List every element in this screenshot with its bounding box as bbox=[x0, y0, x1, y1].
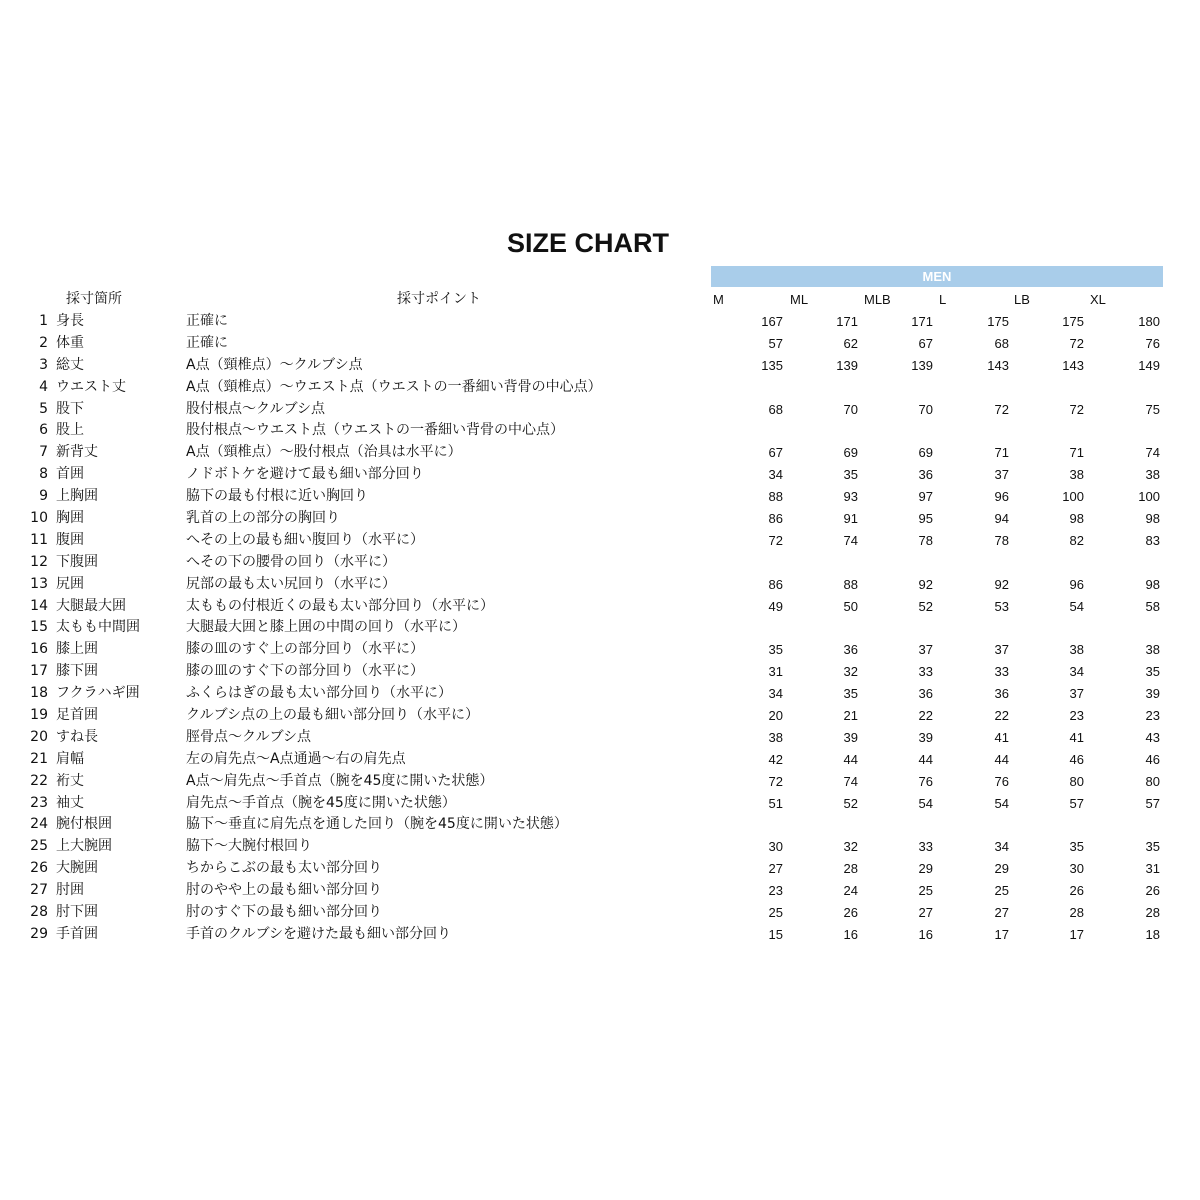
measurement-place: 大腕囲 bbox=[56, 860, 98, 877]
table-row bbox=[0, 771, 1200, 793]
size-value-lb: 17 bbox=[1069, 926, 1084, 942]
table-row bbox=[0, 420, 1200, 442]
size-value-m: 135 bbox=[761, 357, 783, 373]
size-value-m: 88 bbox=[768, 489, 783, 505]
size-value-m: 67 bbox=[768, 445, 783, 461]
size-value-m: 34 bbox=[768, 686, 783, 702]
measurement-point: 手首のクルブシを避けた最も細い部分回り bbox=[186, 925, 452, 942]
measurement-point: 脇下～大腕付根回り bbox=[186, 838, 312, 855]
size-value-l: 41 bbox=[994, 729, 1009, 745]
table-row bbox=[0, 858, 1200, 880]
size-value-mlb: 76 bbox=[918, 773, 933, 789]
row-number: 5 bbox=[39, 400, 48, 417]
size-value-m: 72 bbox=[768, 532, 783, 548]
size-value-m: 51 bbox=[768, 795, 783, 811]
size-value-l: 175 bbox=[987, 314, 1009, 329]
size-value-mlb: 37 bbox=[918, 642, 933, 658]
row-number: 22 bbox=[30, 772, 48, 789]
size-value-lb: 35 bbox=[1069, 839, 1084, 855]
size-value-lb: 72 bbox=[1069, 401, 1084, 417]
size-value-l: 33 bbox=[994, 664, 1009, 680]
size-value-mlb: 44 bbox=[918, 751, 933, 767]
size-value-ml: 32 bbox=[843, 839, 858, 855]
table-row bbox=[0, 442, 1200, 464]
size-value-ml: 39 bbox=[843, 729, 858, 745]
measurement-place: 肘下囲 bbox=[56, 904, 98, 921]
size-value-ml: 74 bbox=[843, 532, 858, 548]
size-value-xl: 74 bbox=[1145, 445, 1160, 461]
page-title: SIZE CHART bbox=[507, 228, 669, 258]
table-row bbox=[0, 902, 1200, 924]
size-value-m: 30 bbox=[768, 839, 783, 855]
row-number: 19 bbox=[30, 707, 48, 724]
size-value-ml: 171 bbox=[836, 314, 858, 329]
size-value-lb: 57 bbox=[1069, 795, 1084, 811]
size-value-l: 71 bbox=[994, 445, 1009, 461]
size-value-l: 54 bbox=[994, 795, 1009, 811]
measurement-place: 手首囲 bbox=[56, 925, 98, 942]
size-value-m: 23 bbox=[768, 883, 783, 899]
size-value-lb: 72 bbox=[1069, 335, 1084, 351]
size-value-xl: 98 bbox=[1145, 576, 1160, 592]
row-number: 25 bbox=[30, 838, 48, 855]
size-value-l: 78 bbox=[994, 532, 1009, 548]
row-number: 8 bbox=[39, 466, 48, 483]
size-value-m: 31 bbox=[768, 664, 783, 680]
measurement-place: 総丈 bbox=[56, 356, 84, 373]
measurement-place: フクラハギ囲 bbox=[56, 685, 140, 702]
row-number: 13 bbox=[30, 575, 48, 592]
table-row bbox=[0, 486, 1200, 508]
size-value-lb: 46 bbox=[1069, 751, 1084, 767]
size-value-mlb: 139 bbox=[911, 357, 933, 373]
size-value-ml: 32 bbox=[843, 664, 858, 680]
measurement-point: 膝の皿のすぐ下の部分回り（水平に） bbox=[186, 663, 424, 680]
measurement-point: 正確に bbox=[186, 334, 228, 351]
size-value-mlb: 29 bbox=[918, 861, 933, 877]
group-header-men: MEN bbox=[711, 266, 1163, 287]
table-row bbox=[0, 793, 1200, 815]
size-value-ml: 24 bbox=[843, 883, 858, 899]
size-value-lb: 54 bbox=[1069, 598, 1084, 614]
size-value-lb: 82 bbox=[1069, 532, 1084, 548]
table-row bbox=[0, 530, 1200, 552]
size-value-xl: 180 bbox=[1138, 314, 1160, 329]
size-value-xl: 23 bbox=[1145, 708, 1160, 724]
size-value-ml: 35 bbox=[843, 686, 858, 702]
measurement-point: 左の肩先点～A点通過～右の肩先点 bbox=[186, 750, 406, 767]
row-number: 3 bbox=[39, 356, 48, 373]
measurement-point: へその上の最も細い腹回り（水平に） bbox=[186, 531, 424, 548]
row-number: 23 bbox=[30, 794, 48, 811]
row-number: 14 bbox=[30, 597, 48, 614]
row-number: 26 bbox=[30, 860, 48, 877]
size-value-xl: 76 bbox=[1145, 335, 1160, 351]
measurement-place: 肩幅 bbox=[56, 750, 84, 767]
measurement-place: 新背丈 bbox=[56, 444, 98, 461]
table-row bbox=[0, 617, 1200, 639]
row-number: 9 bbox=[39, 488, 48, 505]
size-value-l: 68 bbox=[994, 335, 1009, 351]
measurement-point: 尻部の最も太い尻回り（水平に） bbox=[186, 575, 396, 592]
measurement-place: 腹囲 bbox=[56, 531, 84, 548]
size-value-mlb: 22 bbox=[918, 708, 933, 724]
size-value-m: 15 bbox=[768, 926, 783, 942]
table-row bbox=[0, 727, 1200, 749]
size-value-m: 72 bbox=[768, 773, 783, 789]
row-number: 16 bbox=[30, 641, 48, 658]
row-number: 11 bbox=[30, 531, 48, 548]
measurement-place: 膝上囲 bbox=[56, 641, 98, 658]
size-value-l: 37 bbox=[994, 642, 1009, 658]
size-value-mlb: 70 bbox=[918, 401, 933, 417]
measurement-point: A点～肩先点～手首点（腕を45度に開いた状態） bbox=[186, 772, 494, 789]
size-value-mlb: 67 bbox=[918, 335, 933, 351]
table-row bbox=[0, 311, 1200, 333]
table-row bbox=[0, 596, 1200, 618]
size-value-xl: 35 bbox=[1145, 839, 1160, 855]
size-value-mlb: 25 bbox=[918, 883, 933, 899]
measurement-point: 肩先点～手首点（腕を45度に開いた状態） bbox=[186, 794, 456, 811]
size-value-lb: 175 bbox=[1062, 314, 1084, 329]
row-number: 1 bbox=[39, 313, 48, 329]
size-value-mlb: 69 bbox=[918, 445, 933, 461]
measurement-point: クルブシ点の上の最も細い部分回り（水平に） bbox=[186, 707, 480, 724]
table-row bbox=[0, 880, 1200, 902]
size-value-l: 96 bbox=[994, 489, 1009, 505]
size-value-m: 42 bbox=[768, 751, 783, 767]
measurement-point: 肘のすぐ下の最も細い部分回り bbox=[186, 904, 382, 921]
row-number: 29 bbox=[30, 925, 48, 942]
size-value-l: 44 bbox=[994, 751, 1009, 767]
size-value-mlb: 39 bbox=[918, 729, 933, 745]
size-value-mlb: 36 bbox=[918, 467, 933, 483]
measurement-point: A点（頸椎点）～股付根点（治具は水平に） bbox=[186, 444, 462, 461]
size-value-ml: 70 bbox=[843, 401, 858, 417]
measurement-place: 腕付根囲 bbox=[56, 816, 112, 833]
measurement-point: ちからこぶの最も太い部分回り bbox=[186, 860, 382, 877]
size-value-ml: 50 bbox=[843, 598, 858, 614]
row-number: 20 bbox=[30, 728, 48, 745]
table-row bbox=[0, 661, 1200, 683]
size-value-mlb: 78 bbox=[918, 532, 933, 548]
size-value-l: 143 bbox=[987, 357, 1009, 373]
size-value-m: 34 bbox=[768, 467, 783, 483]
measurement-point: 肘のやや上の最も細い部分回り bbox=[186, 882, 382, 899]
measurement-place: 首囲 bbox=[56, 466, 84, 483]
size-value-xl: 38 bbox=[1145, 467, 1160, 483]
size-value-lb: 23 bbox=[1069, 708, 1084, 724]
size-value-lb: 143 bbox=[1062, 357, 1084, 373]
size-value-ml: 26 bbox=[843, 905, 858, 921]
measurement-place: 足首囲 bbox=[56, 707, 98, 724]
table-row bbox=[0, 814, 1200, 836]
measurement-point: 脇下～垂直に肩先点を通した回り（腕を45度に開いた状態） bbox=[186, 816, 568, 833]
table-row bbox=[0, 464, 1200, 486]
size-value-l: 36 bbox=[994, 686, 1009, 702]
table-row bbox=[0, 639, 1200, 661]
size-value-m: 20 bbox=[768, 708, 783, 724]
measurement-place: 尻囲 bbox=[56, 575, 84, 592]
measurement-place: 肘囲 bbox=[56, 882, 84, 899]
size-value-ml: 44 bbox=[843, 751, 858, 767]
size-value-l: 94 bbox=[994, 511, 1009, 527]
size-value-lb: 30 bbox=[1069, 861, 1084, 877]
size-value-ml: 74 bbox=[843, 773, 858, 789]
measurement-place: 上胸囲 bbox=[56, 488, 98, 505]
size-value-l: 22 bbox=[994, 708, 1009, 724]
size-value-ml: 91 bbox=[843, 511, 858, 527]
size-value-l: 27 bbox=[994, 905, 1009, 921]
size-value-l: 53 bbox=[994, 598, 1009, 614]
size-value-m: 167 bbox=[761, 314, 783, 329]
row-number: 2 bbox=[39, 334, 48, 351]
table-row bbox=[0, 552, 1200, 574]
column-header-point: 採寸ポイント bbox=[397, 291, 481, 307]
size-value-mlb: 52 bbox=[918, 598, 933, 614]
size-value-mlb: 16 bbox=[918, 926, 933, 942]
size-value-l: 25 bbox=[994, 883, 1009, 899]
size-header-lb: LB bbox=[1014, 292, 1030, 307]
size-value-lb: 37 bbox=[1069, 686, 1084, 702]
size-value-xl: 43 bbox=[1145, 729, 1160, 745]
size-value-m: 49 bbox=[768, 598, 783, 614]
size-value-ml: 52 bbox=[843, 795, 858, 811]
table-row bbox=[0, 355, 1200, 377]
size-value-l: 72 bbox=[994, 401, 1009, 417]
size-value-m: 86 bbox=[768, 511, 783, 527]
size-value-lb: 100 bbox=[1062, 489, 1084, 505]
size-value-xl: 31 bbox=[1145, 861, 1160, 877]
size-value-ml: 36 bbox=[843, 642, 858, 658]
size-value-l: 37 bbox=[994, 467, 1009, 483]
row-number: 12 bbox=[30, 553, 48, 570]
row-number: 21 bbox=[30, 750, 48, 767]
size-value-xl: 98 bbox=[1145, 511, 1160, 527]
table-row bbox=[0, 377, 1200, 399]
table-row bbox=[0, 836, 1200, 858]
size-value-xl: 58 bbox=[1145, 598, 1160, 614]
size-value-m: 57 bbox=[768, 335, 783, 351]
size-value-lb: 28 bbox=[1069, 905, 1084, 921]
column-header-place: 採寸箇所 bbox=[66, 291, 122, 307]
measurement-point: ノドボトケを避けて最も細い部分回り bbox=[186, 466, 424, 483]
measurement-place: 身長 bbox=[56, 313, 84, 329]
size-value-l: 34 bbox=[994, 839, 1009, 855]
size-value-lb: 34 bbox=[1069, 664, 1084, 680]
row-number: 6 bbox=[39, 422, 48, 439]
size-value-lb: 80 bbox=[1069, 773, 1084, 789]
measurement-place: 股上 bbox=[56, 422, 84, 439]
row-number: 4 bbox=[39, 378, 48, 395]
size-value-mlb: 36 bbox=[918, 686, 933, 702]
size-value-ml: 62 bbox=[843, 335, 858, 351]
size-value-xl: 57 bbox=[1145, 795, 1160, 811]
measurement-point: ふくらはぎの最も太い部分回り（水平に） bbox=[186, 685, 452, 702]
size-value-xl: 28 bbox=[1145, 905, 1160, 921]
size-value-lb: 98 bbox=[1069, 511, 1084, 527]
size-value-ml: 21 bbox=[843, 708, 858, 724]
measurement-place: 袖丈 bbox=[56, 794, 84, 811]
size-value-xl: 46 bbox=[1145, 751, 1160, 767]
measurement-point: 正確に bbox=[186, 313, 228, 329]
size-value-xl: 149 bbox=[1138, 357, 1160, 373]
size-value-l: 17 bbox=[994, 926, 1009, 942]
size-value-m: 68 bbox=[768, 401, 783, 417]
table-row bbox=[0, 924, 1200, 946]
measurement-point: A点（頸椎点）～ウエスト点（ウエストの一番細い背骨の中心点） bbox=[186, 378, 602, 395]
size-value-xl: 83 bbox=[1145, 532, 1160, 548]
size-value-l: 29 bbox=[994, 861, 1009, 877]
measurement-place: 膝下囲 bbox=[56, 663, 98, 680]
measurement-point: 太ももの付根近くの最も太い部分回り（水平に） bbox=[186, 597, 494, 614]
size-value-xl: 75 bbox=[1145, 401, 1160, 417]
size-table-body bbox=[0, 311, 1200, 946]
measurement-point: 股付根点～ウエスト点（ウエストの一番細い背骨の中心点） bbox=[186, 422, 564, 439]
size-value-ml: 93 bbox=[843, 489, 858, 505]
measurement-point: 大腿最大囲と膝上囲の中間の回り（水平に） bbox=[186, 619, 466, 636]
size-value-m: 27 bbox=[768, 861, 783, 877]
size-value-mlb: 97 bbox=[918, 489, 933, 505]
table-row bbox=[0, 749, 1200, 771]
measurement-place: すね長 bbox=[56, 728, 98, 745]
size-header-xl: XL bbox=[1090, 292, 1106, 307]
table-row bbox=[0, 333, 1200, 355]
size-value-xl: 39 bbox=[1145, 686, 1160, 702]
size-value-mlb: 33 bbox=[918, 839, 933, 855]
size-value-l: 92 bbox=[994, 576, 1009, 592]
size-value-lb: 26 bbox=[1069, 883, 1084, 899]
size-value-xl: 18 bbox=[1145, 926, 1160, 942]
size-value-lb: 38 bbox=[1069, 642, 1084, 658]
size-value-mlb: 92 bbox=[918, 576, 933, 592]
size-value-xl: 26 bbox=[1145, 883, 1160, 899]
measurement-point: 脇下の最も付根に近い胸回り bbox=[186, 488, 368, 505]
row-number: 18 bbox=[30, 685, 48, 702]
row-number: 24 bbox=[30, 816, 48, 833]
measurement-point: 股付根点～クルブシ点 bbox=[186, 400, 326, 417]
size-value-l: 76 bbox=[994, 773, 1009, 789]
size-value-xl: 38 bbox=[1145, 642, 1160, 658]
size-value-m: 25 bbox=[768, 905, 783, 921]
measurement-place: 大腿最大囲 bbox=[56, 597, 126, 614]
row-number: 17 bbox=[30, 663, 48, 680]
size-value-ml: 139 bbox=[836, 357, 858, 373]
size-header-mlb: MLB bbox=[864, 292, 891, 307]
row-number: 15 bbox=[30, 619, 48, 636]
size-header-ml: ML bbox=[790, 292, 809, 307]
table-row bbox=[0, 705, 1200, 727]
size-value-lb: 96 bbox=[1069, 576, 1084, 592]
table-row bbox=[0, 683, 1200, 705]
measurement-place: 股下 bbox=[56, 400, 84, 417]
size-value-mlb: 33 bbox=[918, 664, 933, 680]
measurement-place: 体重 bbox=[56, 334, 84, 351]
size-value-mlb: 54 bbox=[918, 795, 933, 811]
table-row bbox=[0, 574, 1200, 596]
measurement-place: 裄丈 bbox=[56, 772, 84, 789]
measurement-point: 脛骨点～クルブシ点 bbox=[186, 728, 312, 745]
measurement-point: 乳首の上の部分の胸回り bbox=[186, 510, 340, 527]
table-row bbox=[0, 399, 1200, 421]
measurement-place: 太もも中間囲 bbox=[56, 619, 140, 636]
row-number: 10 bbox=[30, 510, 48, 527]
size-value-ml: 35 bbox=[843, 467, 858, 483]
size-value-lb: 71 bbox=[1069, 445, 1084, 461]
size-value-ml: 16 bbox=[843, 926, 858, 942]
measurement-point: A点（頸椎点）～クルブシ点 bbox=[186, 356, 363, 373]
measurement-point: へその下の腰骨の回り（水平に） bbox=[186, 553, 396, 570]
size-value-xl: 80 bbox=[1145, 773, 1160, 789]
row-number: 27 bbox=[30, 882, 48, 899]
size-header-m: M bbox=[713, 292, 724, 307]
table-row bbox=[0, 508, 1200, 530]
size-value-mlb: 95 bbox=[918, 511, 933, 527]
measurement-place: 上大腕囲 bbox=[56, 838, 112, 855]
size-value-m: 38 bbox=[768, 729, 783, 745]
size-value-ml: 28 bbox=[843, 861, 858, 877]
size-value-xl: 35 bbox=[1145, 664, 1160, 680]
size-value-m: 35 bbox=[768, 642, 783, 658]
size-value-lb: 41 bbox=[1069, 729, 1084, 745]
measurement-place: ウエスト丈 bbox=[56, 378, 126, 395]
size-header-l: L bbox=[939, 292, 947, 307]
row-number: 7 bbox=[39, 444, 48, 461]
measurement-point: 膝の皿のすぐ上の部分回り（水平に） bbox=[186, 641, 424, 658]
measurement-place: 下腹囲 bbox=[56, 553, 98, 570]
size-value-xl: 100 bbox=[1138, 489, 1160, 505]
size-value-mlb: 27 bbox=[918, 905, 933, 921]
size-value-m: 86 bbox=[768, 576, 783, 592]
size-value-mlb: 171 bbox=[911, 314, 933, 329]
size-value-ml: 69 bbox=[843, 445, 858, 461]
size-value-ml: 88 bbox=[843, 576, 858, 592]
measurement-place: 胸囲 bbox=[56, 510, 84, 527]
row-number: 28 bbox=[30, 904, 48, 921]
size-value-lb: 38 bbox=[1069, 467, 1084, 483]
